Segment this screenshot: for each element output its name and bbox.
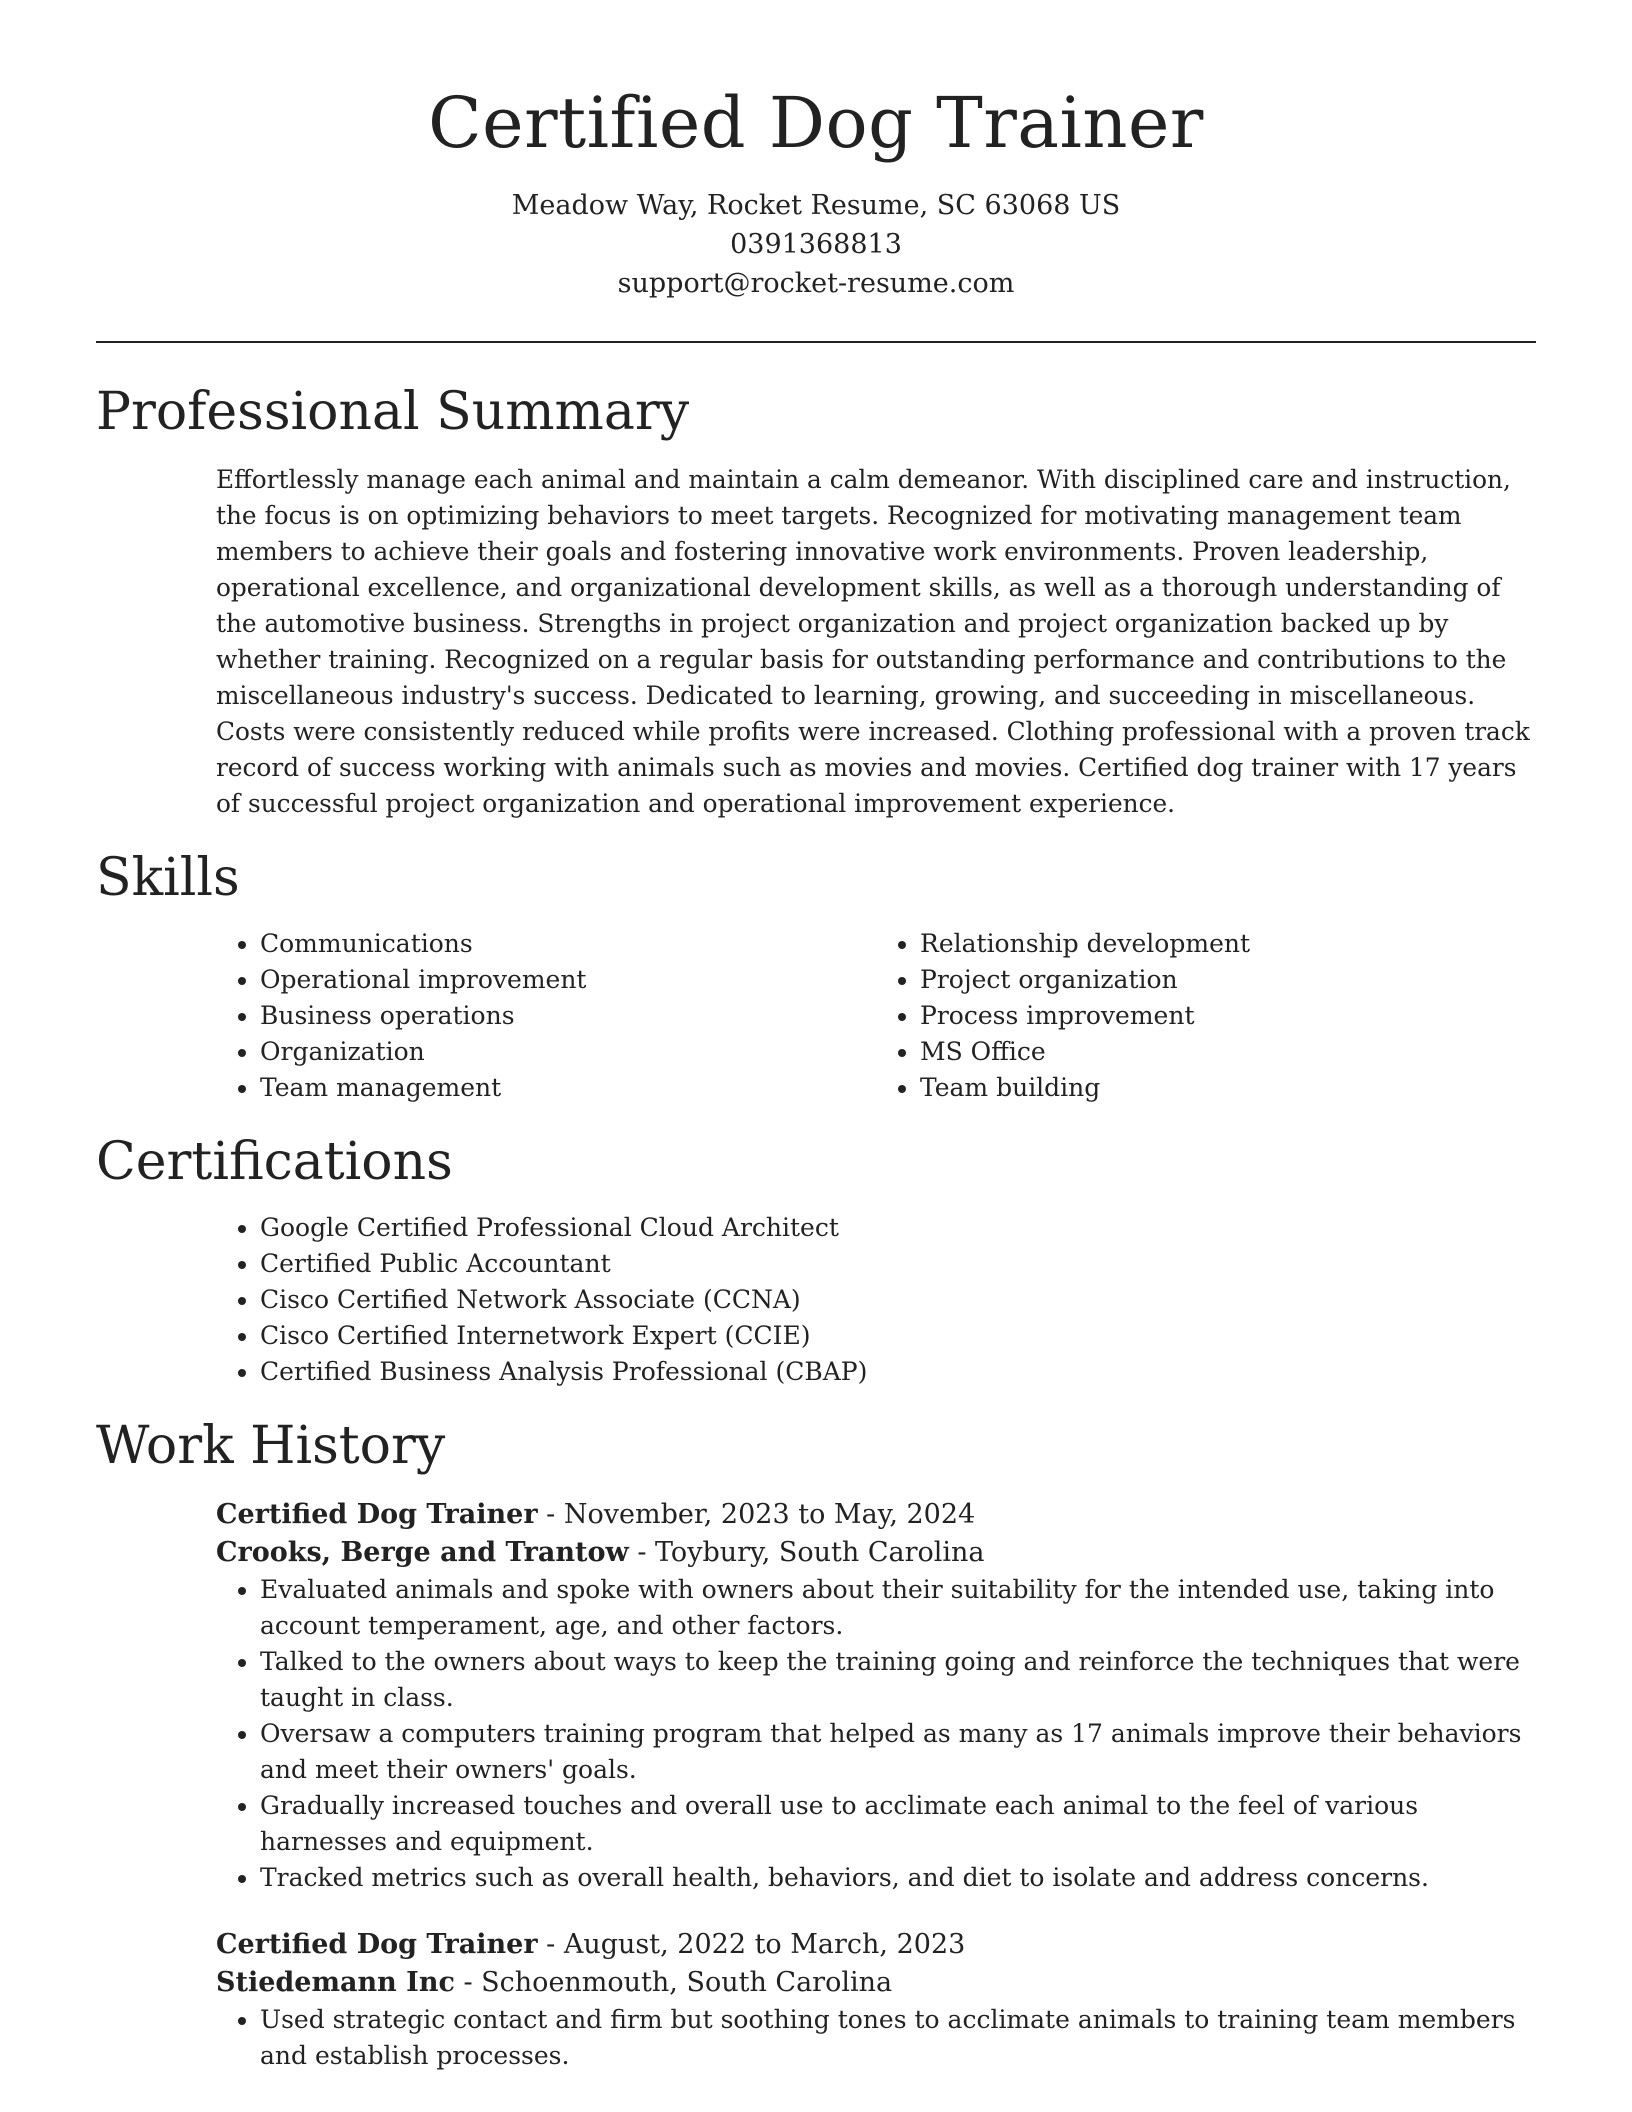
- skill-item: • Process improvement: [920, 998, 1536, 1034]
- summary-text: Effortlessly manage each animal and maintain a calm demeanor. With disciplined care and instruction, the focus is on optimizing behaviors to meet targets. Recognized for motivating management team members to achieve their goals and fostering innovative work environments. Proven leadership, operational excellence, and organizational development skills, as well as a thorough understanding of the automotive business. Strengths in project organization and project organization backed up by whether training. Recognized on a regular basis for outstanding performance and contributions to the miscellaneous industry's success. Dedicated to learning, growing, and succeeding in miscellaneous. Costs were consistently reduced while profits were increased. Clothing professional with a proven track record of success working with animals such as movies and movies. Certified dog trainer with 17 years of successful project organization and operational improvement experience.: [216, 465, 1530, 818]
- certifications-list: [216, 1210, 1536, 1390]
- certification-item: • Certified Business Analysis Professional (CBAP): [260, 1354, 1536, 1390]
- certification-item: • Certified Public Accountant: [260, 1246, 1536, 1282]
- section-title-certifications: Certifications: [96, 1132, 453, 1192]
- job-role: Certified Dog Trainer: [216, 1929, 538, 1960]
- certification-item: • Cisco Certified Network Associate (CCNA): [260, 1282, 1536, 1318]
- address: Meadow Way, Rocket Resume, SC 63068 US: [511, 190, 1121, 221]
- certification-item: • Google Certified Professional Cloud Architect: [260, 1210, 1536, 1246]
- skill-item: • Relationship development: [920, 926, 1536, 962]
- job-duty-item: • Tracked metrics such as overall health, behaviors, and diet to isolate and address concerns.: [260, 1860, 1536, 1896]
- skills-section: [96, 848, 1536, 1106]
- job-dates: - August, 2022 to March, 2023: [537, 1929, 966, 1960]
- header-divider: [96, 341, 1536, 343]
- section-title-summary: Professional Summary: [96, 382, 690, 442]
- job-company: Crooks, Berge and Trantow: [216, 1537, 629, 1568]
- job-duty-item: • Talked to the owners about ways to keep the training going and reinforce the techniques that were taught in class.: [260, 1644, 1536, 1716]
- skill-item: • Operational improvement: [260, 962, 876, 998]
- resume-header: [0, 0, 1632, 303]
- job-duties-list: [216, 1572, 1536, 1896]
- phone: 0391368813: [730, 229, 902, 260]
- skill-item: • Business operations: [260, 998, 876, 1034]
- skill-item: • Organization: [260, 1034, 876, 1070]
- skills-grid: [216, 926, 1536, 1106]
- job-duty-item: • Oversaw a computers training program that helped as many as 17 animals improve their behaviors and meet their owners' goals.: [260, 1716, 1536, 1788]
- section-title-work-history: Work History: [96, 1416, 446, 1476]
- job-title-line: [216, 1496, 1536, 1534]
- skill-item: • Communications: [260, 926, 876, 962]
- job-duties-list: [216, 2002, 1536, 2074]
- work-history-section: [96, 1416, 1536, 2074]
- job-location: - Toybury, South Carolina: [628, 1537, 985, 1568]
- contact-info: [0, 186, 1632, 303]
- skill-item: • Project organization: [920, 962, 1536, 998]
- job-location: - Schoenmouth, South Carolina: [454, 1967, 893, 1998]
- summary-section: [96, 382, 1536, 822]
- job-entry: [216, 1926, 1536, 2074]
- job-company-line: [216, 1964, 1536, 2002]
- job-duty-item: • Gradually increased touches and overall use to acclimate each animal to the feel of various harnesses and equipment.: [260, 1788, 1536, 1860]
- job-duty-item: • Used strategic contact and firm but soothing tones to acclimate animals to training team members and establish processes.: [260, 2002, 1536, 2074]
- skills-list-left: [216, 926, 876, 1106]
- candidate-name: Certified Dog Trainer: [428, 82, 1204, 164]
- job-duty-item: • Evaluated animals and spoke with owners about their suitability for the intended use, taking into account temperament, age, and other factors.: [260, 1572, 1536, 1644]
- job-title-line: [216, 1926, 1536, 1964]
- skill-item: • MS Office: [920, 1034, 1536, 1070]
- section-title-skills: Skills: [96, 848, 240, 908]
- job-company: Stiedemann Inc: [216, 1967, 455, 1998]
- job-company-line: [216, 1534, 1536, 1572]
- skills-list-right: [876, 926, 1536, 1106]
- certification-item: • Cisco Certified Internetwork Expert (CCIE): [260, 1318, 1536, 1354]
- job-role: Certified Dog Trainer: [216, 1499, 538, 1530]
- job-entry: [216, 1496, 1536, 1896]
- skill-item: • Team building: [920, 1070, 1536, 1106]
- skill-item: • Team management: [260, 1070, 876, 1106]
- email: support@rocket-resume.com: [617, 268, 1015, 299]
- job-dates: - November, 2023 to May, 2024: [537, 1499, 976, 1530]
- certifications-section: [96, 1132, 1536, 1390]
